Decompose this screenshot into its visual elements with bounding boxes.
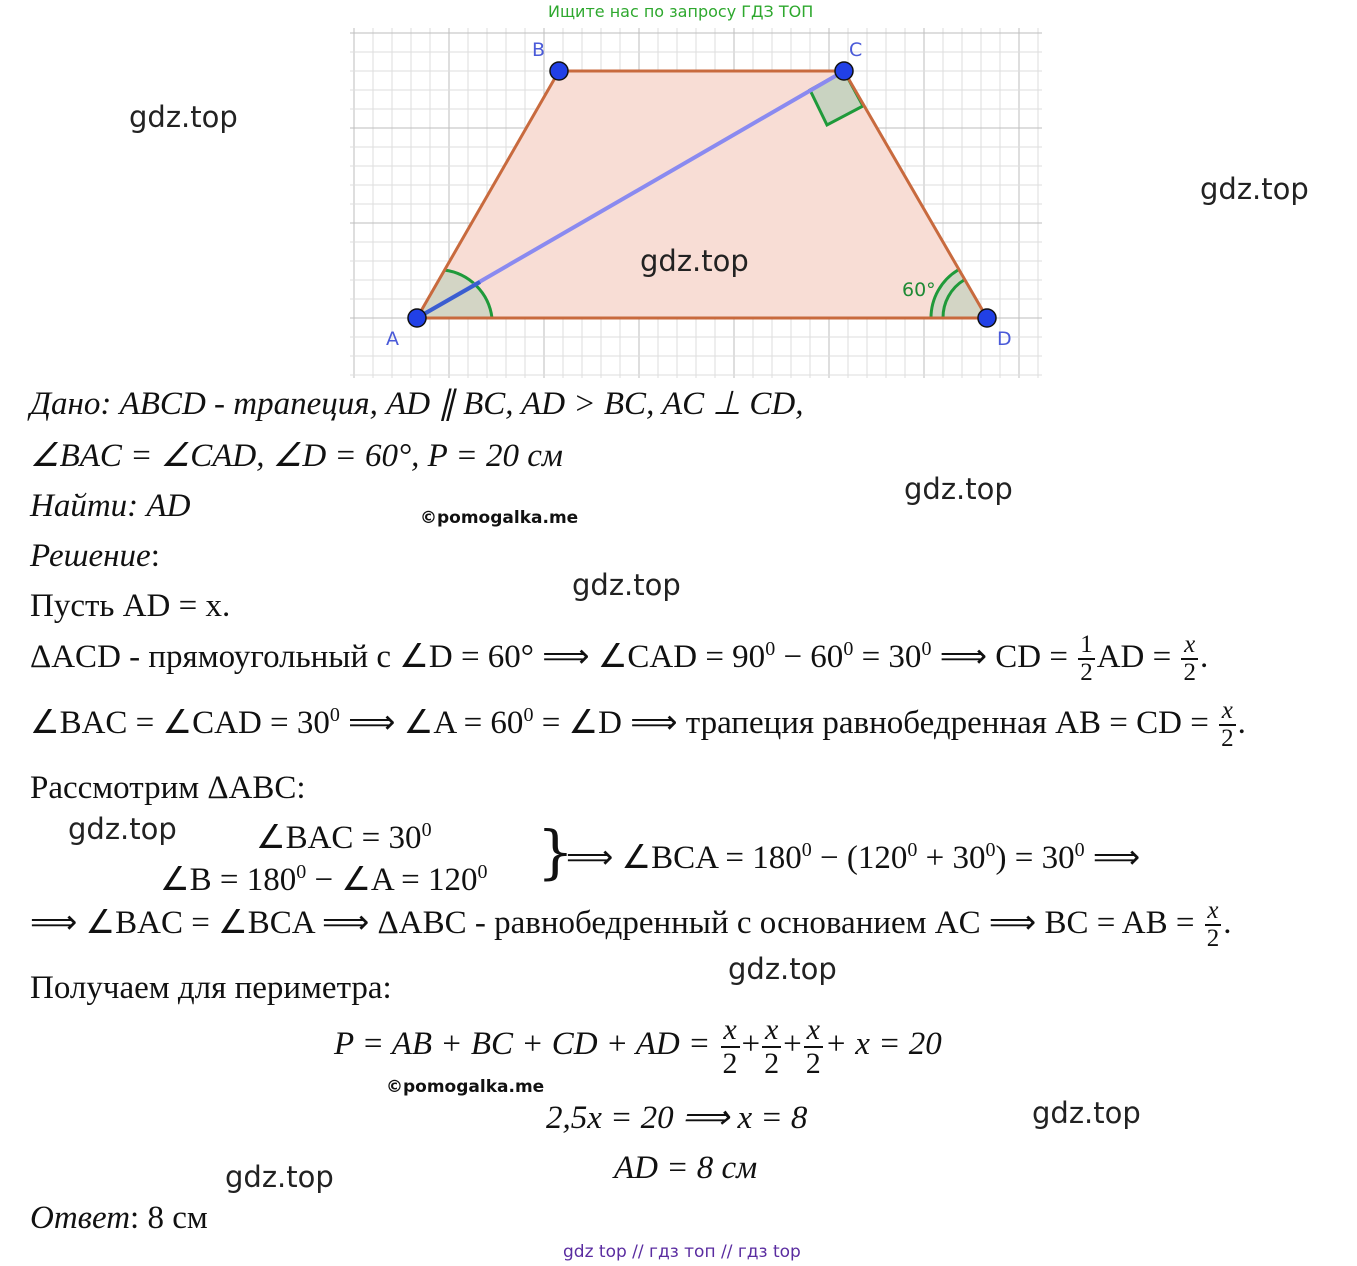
system-result-part: ⟹ ∠BCA = 180 [566,840,802,876]
copyright-mark: ©pomogalka.me [386,1077,545,1097]
answer-value: : 8 см [130,1200,208,1236]
solution-colon: : [150,538,160,574]
system-part: ∠BAC = 30 [256,820,422,856]
fraction-denominator: 2 [805,1046,821,1080]
watermark: gdz.top [1032,1096,1141,1130]
line-iso [30,898,1231,953]
watermark: gdz.top [68,812,177,846]
superscript: 0 [801,839,812,861]
copyright-mark: ©pomogalka.me [420,508,579,528]
watermark: gdz.top [904,472,1013,506]
point-A [408,309,426,327]
fraction [721,1014,740,1079]
superscript: 0 [765,637,776,660]
fraction-denominator: 2 [1206,925,1220,953]
superscript: 0 [1074,839,1085,861]
perimeter-part: P = AB + BC + CD + AD = [334,1026,719,1063]
label-A: A [386,328,399,350]
fraction-denominator: 2 [722,1046,738,1080]
watermark: gdz.top [129,100,238,134]
trapezoid-diagram [350,28,1042,378]
point-B [550,62,568,80]
period: . [1223,904,1232,941]
line-bac-part: = ∠D ⟹ трапеция равнобедренная AB = CD = [533,704,1218,741]
find-value: : AD [127,488,191,524]
watermark: gdz.top [572,568,681,602]
header-note: Ищите нас по запросу ГДЗ ТОП [548,2,814,21]
consider-line: Рассмотрим ΔABC: [30,770,306,806]
solve-line: 2,5x = 20 ⟹ x = 8 [546,1100,808,1136]
fraction-numerator: 1 [1078,632,1095,660]
watermark: gdz.top [1200,172,1309,206]
fraction-numerator: x [1219,698,1236,726]
superscript: 0 [843,637,854,660]
fraction [1219,698,1236,753]
system-part: ∠B = 180 [160,862,297,898]
find-line [30,490,190,523]
point-C [835,62,853,80]
perimeter-intro: Получаем для периметра: [30,970,392,1006]
line-bac-part: ⟹ ∠A = 60 [339,704,524,741]
solution-label: Решение [30,538,151,574]
label-C: C [849,39,863,61]
fraction-numerator: x [1205,898,1222,926]
let-line: Пусть AD = x. [30,588,231,624]
fraction-numerator: x [804,1014,823,1048]
given-line-1 [30,388,803,421]
line-iso-part: ⟹ ∠BAC = ∠BCA ⟹ ΔABC - равнобедренный с основанием AC ⟹ BC = AB = [30,904,1203,941]
line-acd-part: − 60 [775,638,844,675]
system-line-1 [256,820,432,855]
plus-sign: + [783,1026,802,1063]
plus-sign: + [741,1026,761,1063]
system-result-part: ⟹ [1084,840,1141,876]
fraction-denominator: 2 [1183,659,1196,687]
fraction [804,1014,823,1079]
answer-line [30,1202,208,1235]
system-result-part: ) = 30 [995,840,1075,876]
superscript: 0 [523,703,534,726]
system-part: − ∠A = 120 [306,862,478,898]
superscript: 0 [921,637,932,660]
superscript: 0 [421,819,432,841]
fraction-denominator: 2 [1080,659,1093,687]
answer-label: Ответ [30,1200,131,1236]
superscript: 0 [477,861,488,883]
system-line-2 [160,862,488,897]
label-D: D [997,328,1012,350]
fraction [1181,632,1198,687]
find-label: Найти [30,488,128,524]
superscript: 0 [985,839,996,861]
perimeter-equation [334,1014,942,1079]
fraction-denominator: 2 [1221,725,1234,753]
given-text-1: : ABCD - трапеция, AD ∥ BC, AD > BC, AC ⊥ CD, [100,386,804,422]
fraction-numerator: x [721,1014,740,1048]
solution-heading [30,540,160,573]
fraction [1078,632,1095,687]
watermark: gdz.top [728,952,837,986]
ad-result-line: AD = 8 см [614,1150,758,1186]
superscript: 0 [329,703,340,726]
period: . [1237,704,1246,741]
line-acd [30,632,1208,687]
system-result-part: − (120 [811,840,908,876]
line-acd-part: ΔACD - прямоугольный с ∠D = 60° ⟹ ∠CAD = 90 [30,638,766,675]
point-D [978,309,996,327]
line-acd-part: ⟹ CD = [931,638,1077,675]
system-result [566,840,1140,875]
fraction-numerator: x [1181,632,1198,660]
line-acd-part: = 30 [853,638,922,675]
footer-note: gdz top // гдз топ // гдз top [563,1242,801,1262]
watermark: gdz.top [225,1160,334,1194]
superscript: 0 [907,839,918,861]
angle-D-label: 60° [902,279,936,301]
watermark: gdz.top [640,244,749,278]
system-result-part: + 30 [917,840,986,876]
fraction [762,1014,781,1079]
system-brace: } [537,818,574,886]
period: . [1199,638,1209,675]
line-bac [30,698,1246,753]
fraction-numerator: x [762,1014,781,1048]
line-bac-part: ∠BAC = ∠CAD = 30 [30,704,330,741]
perimeter-part: + x = 20 [824,1026,942,1063]
line-acd-part: AD = [1096,638,1180,675]
fraction [1205,898,1222,953]
fraction-denominator: 2 [764,1046,780,1080]
given-line-2: ∠BAC = ∠CAD, ∠D = 60°, P = 20 см [30,438,563,474]
superscript: 0 [296,861,307,883]
given-label: Дано [30,386,101,422]
label-B: B [532,39,546,61]
